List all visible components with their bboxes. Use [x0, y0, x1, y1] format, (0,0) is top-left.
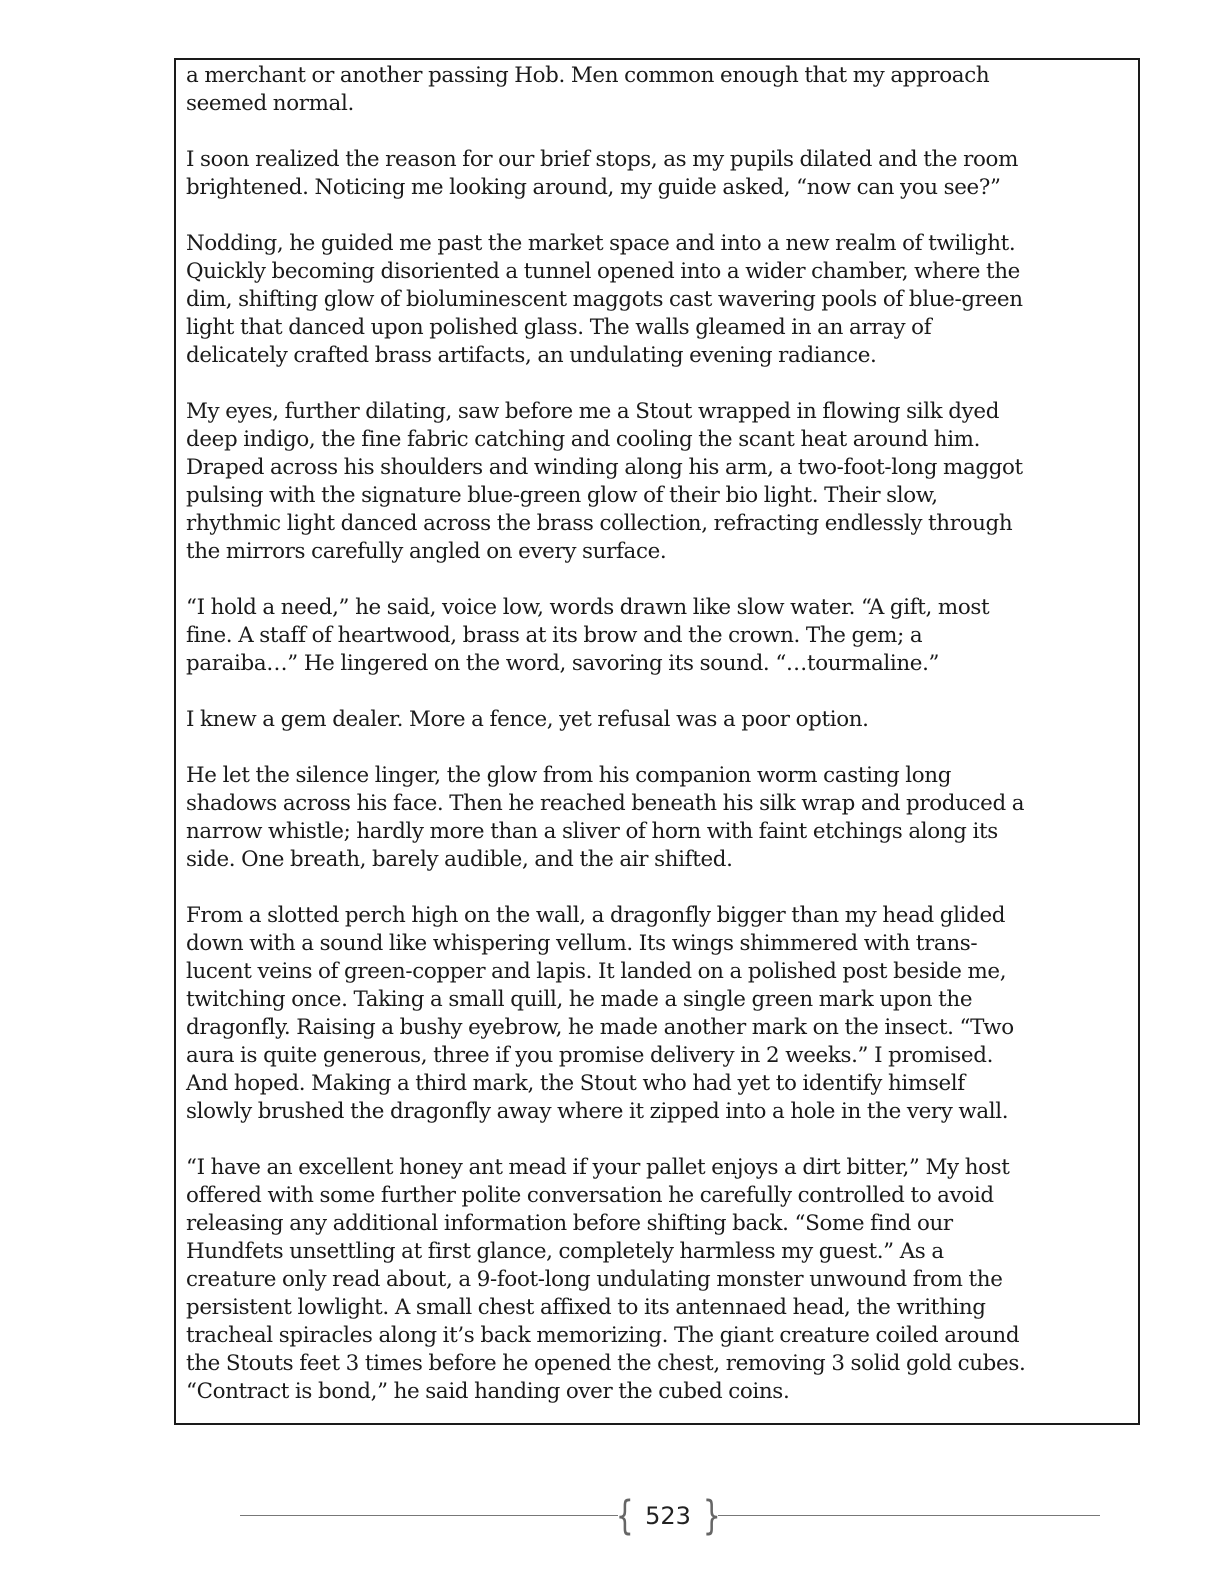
- left-brace-ornament: {: [615, 1493, 634, 1539]
- right-brace-ornament: }: [702, 1493, 721, 1539]
- paragraph: I soon realized the reason for our brief stops, as my pupils dilated and the room brightened. Noticing me looking around, my guide asked, “now can you see?”: [186, 147, 1019, 200]
- paragraph: From a slotted perch high on the wall, a dragonfly bigger than my head glided down with a sound like whispering vellum. Its wings shimmered with trans- lucent veins of green-copper and lapis. It landed on a polished post beside me, twitching once. Taking a small quill, he made a single green mark upon the dragonfly. Raising a bushy eyebrow, he made another mark on the insect. “Two aura is quite generous, three if you promise delivery in 2 weeks.” I promised. And hoped. Making a third mark, the Stout who had yet to identify himself slowly brushed the dragonfly away where it zipped into a hole in the very wall.: [186, 903, 1014, 1124]
- paragraph: Nodding, he guided me past the market space and into a new realm of twilight. Quickly becoming disoriented a tunnel opened into a wider chamber, where the dim, shifting glow of bioluminescent maggots cast wavering pools of blue-green light that danced upon polished glass. The walls gleamed in an array of delicately crafted brass artifacts, an undulating evening radiance.: [186, 231, 1023, 368]
- paragraph: He let the silence linger, the glow from his companion worm casting long shadows across his face. Then he reached beneath his silk wrap and produced a narrow whistle; hardly more than a sliver of horn with faint etchings along its side. One breath, barely audible, and the air shifted.: [186, 763, 1025, 872]
- footer-rule-right: [718, 1515, 1100, 1516]
- paragraph: My eyes, further dilating, saw before me a Stout wrapped in flowing silk dyed deep indigo, the fine fabric catching and cooling the scant heat around him. Draped across his shoulders and winding along his arm, a two-foot-long maggot pulsing with the signature blue-green glow of their bio light. Their slow, rhythmic light danced across the brass collection, refracting endlessly through the mirrors carefully angled on every surface.: [186, 399, 1023, 564]
- paragraph: “I have an excellent honey ant mead if your pallet enjoys a dirt bitter,” My host offered with some further polite conversation he carefully controlled to avoid releasing any additional information before shifting back. “Some find our Hundfets unsettling at first glance, completely harmless my guest.” As a creature only read about, a 9-foot-long undulating monster unwound from the persistent lowlight. A small chest affixed to its antennaed head, the writhing tracheal spiracles along it’s back memorizing. The giant creature coiled around the Stouts feet 3 times before he opened the chest, removing 3 solid gold cubes. “Contract is bond,” he said handing over the cubed coins.: [186, 1155, 1026, 1404]
- paragraph: I knew a gem dealer. More a fence, yet refusal was a poor option.: [186, 707, 869, 732]
- page-number: 523: [645, 1502, 691, 1530]
- page-footer: [615, 1493, 721, 1539]
- text-frame: [174, 58, 1140, 1425]
- paragraph: a merchant or another passing Hob. Men common enough that my approach seemed normal.: [186, 63, 990, 116]
- footer-rule-left: [240, 1515, 618, 1516]
- paragraph: “I hold a need,” he said, voice low, words drawn like slow water. “A gift, most fine. A staff of heartwood, brass at its brow and the crown. The gem; a paraiba…” He lingered on the word, savoring its sound. “…tourmaline.”: [186, 595, 990, 676]
